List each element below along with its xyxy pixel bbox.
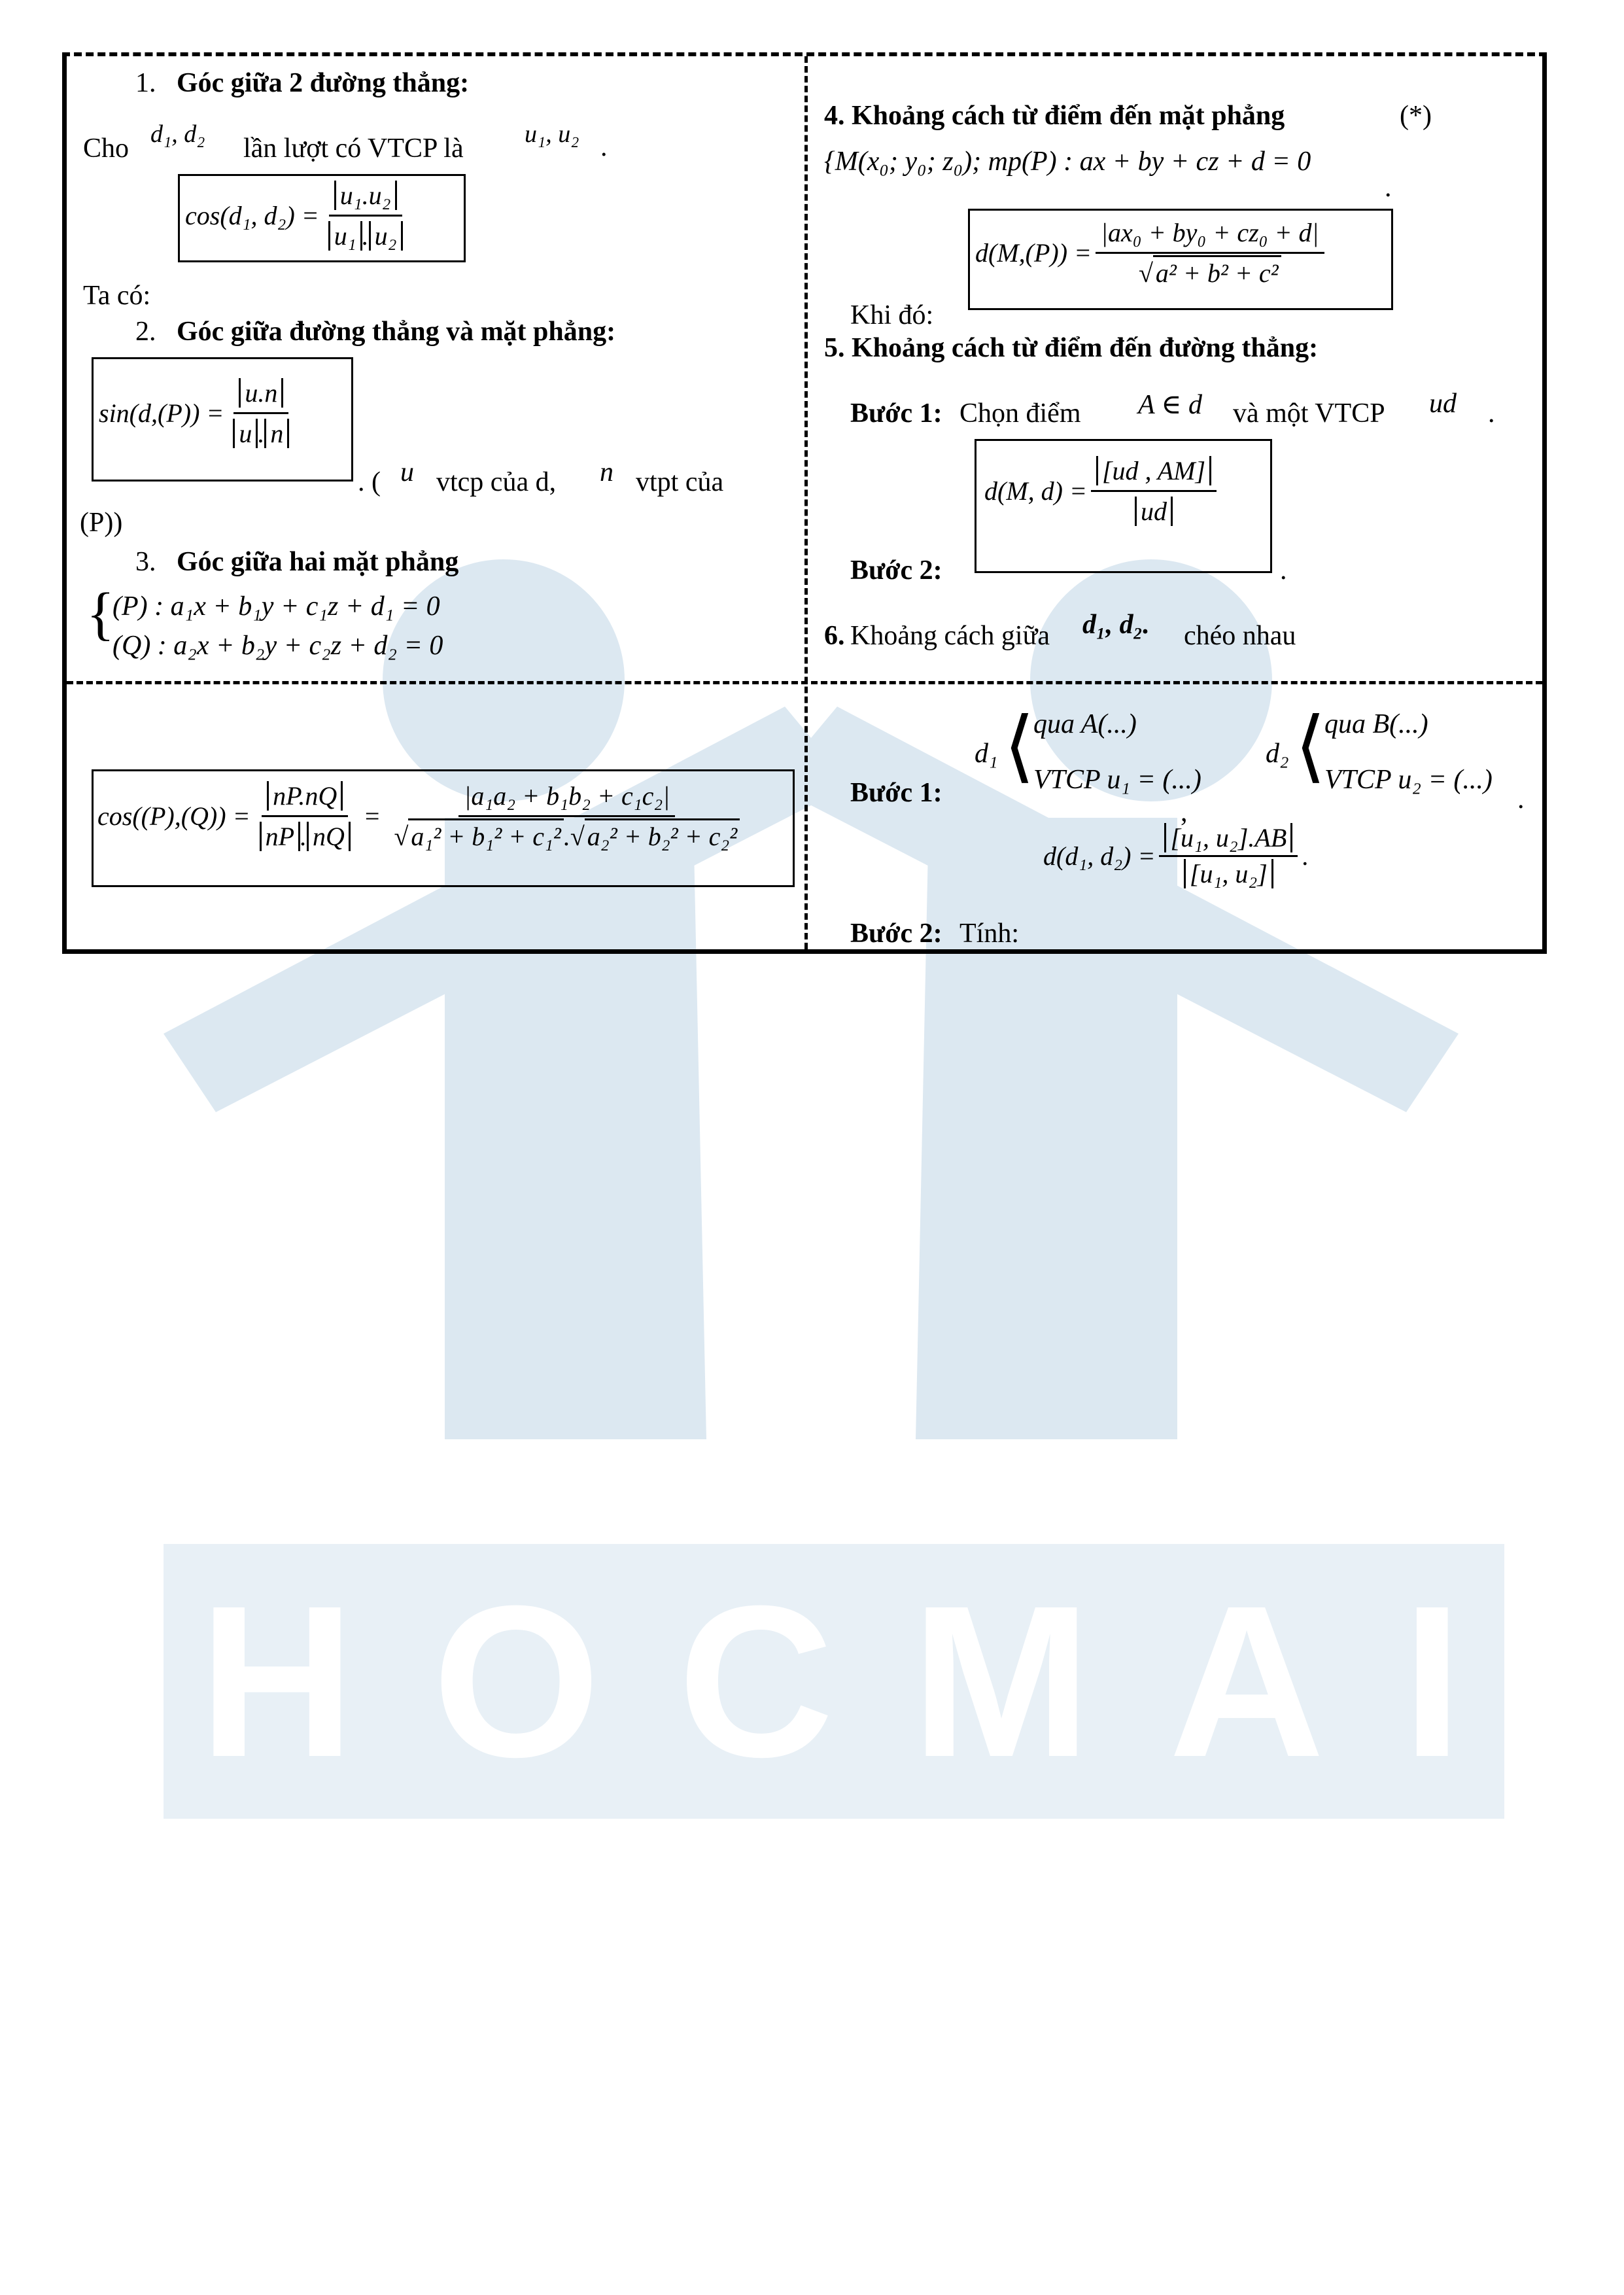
s2-u: u (400, 457, 414, 487)
s2-p-close: (P)) (80, 508, 123, 538)
s3-r-den1: a₁² + b₁² + c₁² (408, 818, 563, 851)
s3-lhs: cos((P),(Q)) = (97, 801, 251, 831)
s6-text2: chéo nhau (1184, 621, 1296, 651)
s4-numerator: |ax₀ + by₀ + cz₀ + d| (1096, 217, 1324, 254)
s2-lhs: sin(d,(P)) = (99, 398, 224, 428)
s6-d1-line2: VTCP u₁ = (...) (1033, 765, 1201, 795)
cell-bottom-right (808, 684, 1542, 953)
s3-r-num: |a₁a₂ + b₁b₂ + c₁c₂| (458, 780, 675, 817)
cell-top-right (808, 56, 1542, 681)
s3-n-num: nP.nQ (267, 781, 343, 811)
s6-formula (1043, 825, 1308, 887)
s2-den-a: u (233, 419, 258, 448)
s1-lan-luot: lần lượt có VTCP là (243, 133, 464, 164)
s3-n-den-a: nP (260, 822, 300, 851)
s3-brace: { (86, 582, 115, 646)
s2-vtpt: vtpt của (636, 467, 724, 497)
s3-n-den-sep: . (300, 822, 307, 851)
watermark-letter: H (199, 1560, 362, 1802)
s2-den-sep: . (258, 419, 265, 448)
s2-vtcp: vtcp của d, (436, 467, 557, 497)
s2-n: n (600, 457, 613, 487)
watermark-letter: I (1402, 1560, 1469, 1802)
s1-u12: u₁, u₂ (525, 120, 579, 148)
s6-lhs: d(d₁, d₂) = (1043, 841, 1156, 871)
s6-step2-text: Tính: (959, 919, 1019, 949)
s3-title: Góc giữa hai mặt phẳng (177, 547, 459, 577)
s2-den-b: n (264, 419, 289, 448)
s4-fraction: $\frac{\text{|ax₀ + by₀ + cz₀ + d|}}{\text{√ a² + b² + c²}}$ (1096, 217, 1324, 289)
s5-step1-text: Chọn điểm (959, 398, 1081, 429)
s5-denominator: ud (1135, 497, 1173, 526)
s4-khi-do: Khi đó: (850, 300, 934, 330)
s1-den-a: u₁ (328, 221, 362, 251)
s5-step2-label: Bước 2: (850, 555, 942, 586)
s2-fraction (228, 377, 294, 449)
s1-formula-box (178, 174, 466, 262)
s6-d2-angle: ⟨ (1295, 703, 1326, 790)
s5-dot2: . (1280, 555, 1287, 586)
cell-bottom-left (67, 684, 804, 953)
watermark-letter: A (1168, 1560, 1332, 1802)
s6-formula-dot: . (1302, 841, 1309, 871)
s1-title: Góc giữa 2 đường thẳng: (177, 68, 470, 98)
s4-formula-box (968, 209, 1393, 310)
s4-dot: . (1385, 173, 1392, 203)
watermark-letter: O (432, 1560, 607, 1802)
s6-step2-label: Bước 2: (850, 919, 942, 949)
s1-number: 1. (135, 68, 156, 98)
watermark-letter: C (678, 1560, 840, 1802)
cell-top-left (67, 56, 804, 681)
s3-eq1: (P) : a₁x + b₁y + c₁z + d₁ = 0 (112, 591, 440, 622)
s5-fraction (1091, 455, 1217, 527)
s6-d2-line1: qua B(...) (1324, 709, 1428, 739)
s5-va-mot: và một VTCP (1233, 398, 1385, 429)
s6-d2: d₂ (1266, 739, 1289, 769)
s6-d2-line2: VTCP u₂ = (...) (1324, 765, 1493, 795)
s3-equals: = (364, 801, 380, 831)
s2-number: 2. (135, 317, 156, 347)
s3-fraction-left (254, 780, 356, 852)
s1-den-b: u₂ (369, 221, 403, 251)
s1-dot: . (600, 132, 608, 162)
s4-lhs: d(M,(P)) = (975, 238, 1092, 268)
s6-fraction (1159, 825, 1298, 887)
s4-star: (*) (1400, 101, 1432, 131)
s3-number: 3. (135, 547, 156, 577)
s1-fraction (323, 180, 408, 251)
s3-fraction-right: $\frac{\text{|a₁a₂ + b₁b₂ + c₁c₂|}}{\text{√ a₁² + b₁² + c₁² .√ a₂² + b₂² + c₂²}}$ (389, 780, 745, 852)
s5-step1-label: Bước 1: (850, 398, 942, 429)
s2-title: Góc giữa đường thẳng và mặt phẳng: (177, 317, 616, 347)
watermark-brand-text (164, 1544, 1504, 1819)
s5-dot: . (1488, 398, 1495, 429)
s1-den-sep: . (362, 221, 369, 251)
s6-dot: . (1517, 784, 1525, 815)
s6-d12: d₁, d₂. (1082, 610, 1150, 640)
s4-denominator: a² + b² + c² (1153, 255, 1281, 288)
s6-d1-line1: qua A(...) (1033, 709, 1137, 739)
s5-a-in-d: A ∈ d (1138, 390, 1202, 420)
s6-number: 6. (824, 621, 845, 651)
s4-title: 4. Khoảng cách từ điểm đến mặt phẳng (824, 101, 1285, 131)
formula-table (62, 52, 1547, 954)
s1-cho: Cho (83, 133, 130, 164)
s3-r-den2: a₂² + b₂² + c₂² (585, 818, 740, 851)
s3-r-den-sep: . (563, 822, 570, 851)
s1-ta-co: Ta có: (83, 281, 151, 311)
s6-numerator: [u₁, u₂].AB (1164, 823, 1292, 852)
s5-ud: ud (1429, 389, 1457, 419)
s6-d1-angle: ⟨ (1004, 703, 1035, 790)
s3-formula-box (92, 769, 795, 887)
s4-given: {M(x₀; y₀; z₀); mp(P) : ax + by + cz + d = 0 (824, 147, 1311, 177)
s6-comma: , (1181, 797, 1188, 828)
s1-d12: d₁, d₂ (150, 120, 205, 148)
s2-note-open: . ( (358, 467, 381, 497)
s2-formula-box (92, 357, 353, 482)
s6-denominator: [u₁, u₂] (1184, 859, 1273, 888)
s3-n-den-b: nQ (307, 822, 351, 851)
s5-formula-box (975, 439, 1272, 573)
s5-lhs: d(M, d) = (984, 476, 1087, 506)
s6-text1: Khoảng cách giữa (850, 621, 1050, 651)
s6-d1: d₁ (975, 739, 998, 769)
watermark-letter: M (911, 1560, 1098, 1802)
s3-eq2: (Q) : a₂x + b₂y + c₂z + d₂ = 0 (112, 631, 443, 661)
s5-title: 5. Khoảng cách từ điểm đến đường thẳng: (824, 333, 1319, 363)
s6-step1-label: Bước 1: (850, 778, 942, 808)
s1-lhs: cos(d₁, d₂) = (185, 201, 319, 230)
s1-numerator: u₁.u₂ (334, 181, 397, 210)
s2-numerator: u.n (239, 378, 283, 408)
s5-numerator: [ud , AM] (1096, 456, 1211, 485)
